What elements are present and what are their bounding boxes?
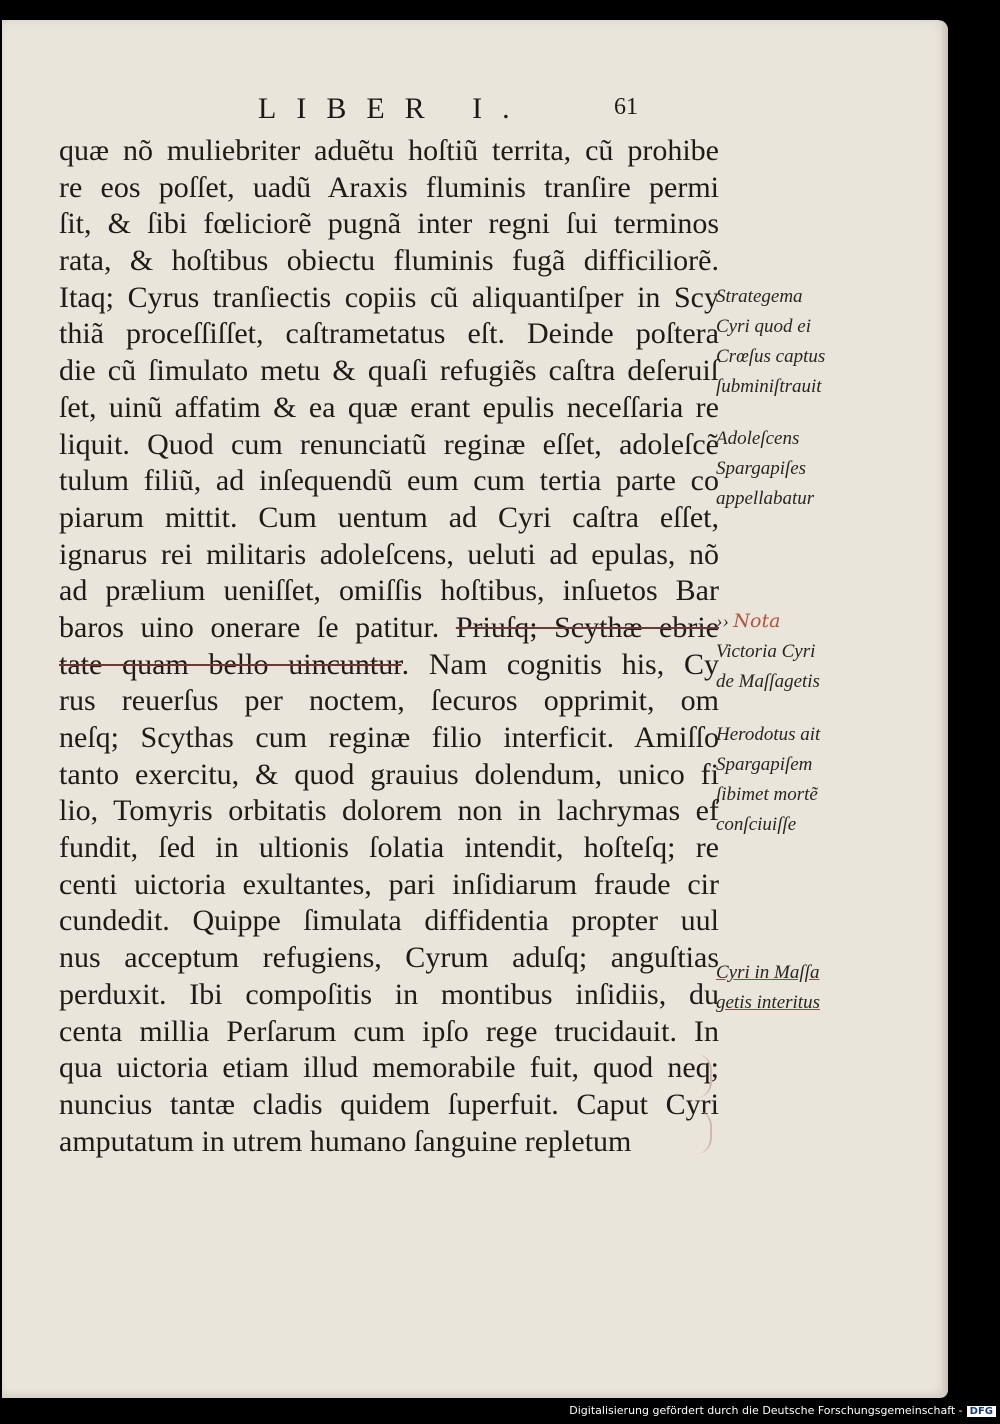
margin-note-line: Cyri quod ei — [716, 316, 811, 337]
margin-note-line: Strategema — [716, 286, 803, 307]
text-line-with-strikethrough — [59, 647, 719, 684]
text-line: nus acceptum refugiens, Cyrum aduſq; anguſtias — [59, 941, 719, 975]
text-line: tulum filiũ, ad inſequendũ eum cum tertia parte co — [59, 464, 719, 498]
text-line: thiã proceſſiſſet, caſtrametatus eſt. Deinde poſtera — [59, 317, 719, 351]
margin-note-interitus — [716, 958, 856, 1018]
margin-note-victoria — [716, 606, 856, 697]
text-line: ſit, & ſibi fœliciorẽ pugnã inter regni ſui terminos — [59, 207, 719, 241]
text-line: ſet, uinũ affatim & ea quæ erant epulis neceſſaria re — [59, 390, 719, 424]
dfg-logo: DFG — [967, 1406, 996, 1417]
text-line: rata, & hoſtibus obiectu fluminis fugã difficiliorẽ. — [59, 244, 719, 278]
margin-note-line: Victoria Cyri — [716, 641, 816, 662]
text-plain: . Nam cognitis his, Cy — [401, 647, 719, 681]
text-line: ad prælium ueniſſet, omiſſis hoſtibus, inſuetos Bar — [59, 574, 719, 608]
margin-note-line: ſubminiſtrauit — [716, 376, 822, 397]
margin-note-line: conſciuiſſe — [716, 814, 797, 835]
margin-note-line: Spargapiſem — [716, 754, 813, 775]
margin-note-line: ſibimet mortẽ — [716, 784, 818, 805]
text-line: liquit. Quod cum renunciatũ reginæ eſſet, adoleſcẽ — [59, 427, 719, 461]
text-line: tanto exercitu, & quod grauius dolendum, unico fi — [59, 757, 719, 791]
handwritten-nota: Nota — [733, 610, 781, 632]
text-line: centi uictoria exultantes, pari inſidiarum fraude cir — [59, 867, 719, 901]
text-line: amputatum in utrem humano ſanguine repletum — [59, 1124, 632, 1158]
footer-credit: Digitalisierung gefördert durch die Deutsche Forschungsgemeinschaft - — [569, 1404, 963, 1417]
margin-note-line: de Maſſagetis — [716, 671, 820, 692]
text-line: re eos poſſet, uadũ Araxis fluminis tranſire permi — [59, 170, 719, 204]
text-line: die cũ ſimulato metu & quaſi refugiẽs caſtra deſeruiſ — [59, 354, 719, 388]
text-line: piarum mittit. Cum uentum ad Cyri caſtra eſſet, — [59, 500, 719, 534]
margin-note-adolescens — [716, 424, 856, 514]
text-line: Itaq; Cyrus tranſiectis copiis cũ aliquantiſper in Scy — [59, 280, 719, 314]
book-page — [2, 20, 948, 1398]
main-text-block — [59, 133, 719, 1160]
text-line: fundit, ſed in ultionis ſolatia intendit, hoſteſq; re — [59, 831, 719, 865]
text-line: perduxit. Ibi compoſitis in montibus inſidiis, du — [59, 977, 719, 1011]
margin-note-line: getis interitus — [716, 992, 820, 1013]
text-line: nuncius tantæ cladis quidem ſuperfuit. Caput Cyri — [59, 1087, 719, 1121]
margin-note-line: Adoleſcens — [716, 428, 800, 449]
text-line: cundedit. Quippe ſimulata diffidentia propter uul — [59, 904, 719, 938]
text-line: centa millia Perſarum cum ipſo rege trucidauit. In — [59, 1014, 719, 1048]
margin-note-herodotus — [716, 720, 856, 840]
folio-number: 61 — [614, 94, 638, 120]
text-line: quæ nõ muliebriter aduẽtu hoſtiũ territa, cũ prohibe — [59, 134, 719, 167]
text-line: qua uictoria etiam illud memorabile fuit, quod neq; — [59, 1051, 719, 1085]
margin-note-line: Herodotus ait — [716, 724, 821, 745]
margin-note-strategema — [716, 282, 856, 402]
margin-note-line: Cyri in Maſſa — [716, 962, 820, 983]
page-edge — [942, 20, 948, 1398]
text-line: lio, Tomyris orbitatis dolorem non in lachrymas ef — [59, 794, 719, 828]
margin-note-line: Spargapiſes — [716, 458, 807, 479]
struck-text: Priuſq; Scythæ ebrie — [455, 610, 719, 644]
margin-note-line: ›› Nota — [716, 610, 781, 632]
text-line: ignarus rei militaris adoleſcens, ueluti ad epulas, nõ — [59, 537, 719, 571]
running-title: LIBER I. — [258, 92, 530, 125]
text-plain: baros uino onerare ſe patitur. — [59, 610, 456, 644]
text-line: neſq; Scythas cum reginæ filio interficit. Amiſſo — [59, 721, 719, 754]
struck-text: tate quam bello uincuntur — [59, 647, 402, 681]
text-line: rus reuerſus per noctem, ſecuros opprimit, om — [59, 684, 719, 718]
margin-note-line: appellabatur — [716, 488, 815, 509]
footer-bar — [0, 1404, 1000, 1424]
text-line-with-strikethrough — [59, 610, 719, 647]
margin-note-line: Crœſus captus — [716, 346, 826, 367]
